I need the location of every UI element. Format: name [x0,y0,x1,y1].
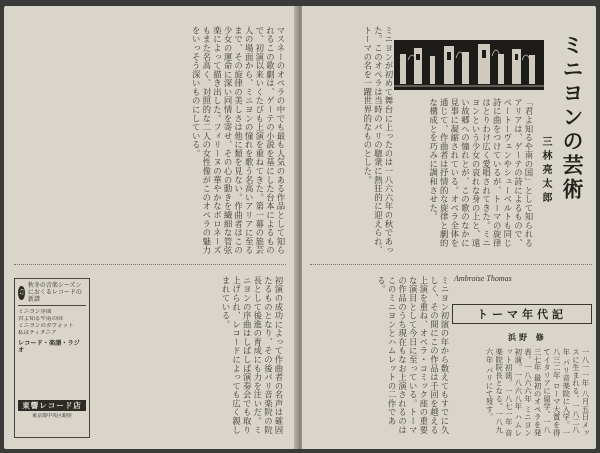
ad-store-name: 東響レコード店 [18,400,86,411]
chronology-text: 一八一一年 八月五日メッスに生まれる。一八二八年 パリ音楽院に入学。一八三二年 ローマ大賞を得てイタリアに留学。一八三七年 最初のオペラを発表。一八六六年 ミニヨン初演。一八六八年 ハムレット初演。一八七一年 音楽院院長となる。一八九六年 パリにて歿す。 [485,348,590,437]
music-note-icon: ♫ [18,286,25,300]
ad-record-item: ミニヨンのガヴォット [18,323,74,329]
left-page [4,6,298,449]
ad-label: レコード・楽譜・ラジオ [18,340,80,354]
article-title: ミニヨンの芸術 [560,34,585,202]
section-divider [310,264,592,265]
opera-stage-illustration [394,40,544,90]
right-page [302,6,596,449]
ad-footer [18,400,86,434]
ad-record-item: ミニヨン序曲 [18,309,52,315]
article-author: 三林亮太郎 [540,136,551,206]
chronology-title: トーマ年代記 [452,304,592,324]
left-article-text-top: マスネーのオペラの中でも最も人気のある作品として知られるこの歌劇は、ゲーテの小説を基にした台本によるもので、初演以来いくたびも上演を重ねてきた。第一幕の旅芸人の場面から、ミニヨンの憧れを歌う名高いアリアに至るまで、その旋律の美しさは他に類を見ない。作曲者はこの少女の運命に深い同情を寄せ、その心の動きを繊細な管弦楽によって描き出した。フィリーヌの華やかなポロネーズもまた名高く、対照的な二人の女性像がこのオペラの魅力をいっそう深いものにしている。 [191,26,286,255]
right-article-text-left: ミニヨンが初めて舞台に上ったのは一八六六年の秋であった。このオペラは当時のパリの聴衆に熱狂的に迎えられ、トーマの名を一躍世界的なものとした。 [362,26,394,255]
section-divider [14,264,286,265]
record-advertisement [14,278,90,438]
chronology-english-title: Ambroise Thomas [454,274,512,283]
ad-record-list [18,309,86,337]
left-article-text-bottom: 初演の成功によって作曲者の名声は確固たるものとなり、その後パリ音楽院の院長として後進の育成にも力を注いだ。ミニヨンの序曲はしばしば演奏会でも取り上げられ、レコードによっても広く親しまれている。 [221,276,284,435]
ad-header [18,282,86,306]
ad-address: 東京都中央区銀座 [31,413,72,419]
chronology-section [452,274,592,444]
ad-record-item: 私はティタニア [18,330,57,336]
right-article-text-bottom: ミニヨン初演の年から数えてもすでに久しく、その間にこの作品は千回を越える上演を重ね、オペラ・コミック座の重要な演目として今日に至っている。トーマの作品のうち現在もなお上演されるのはこのミニヨンとハムレットの二作である。 [376,276,450,435]
chronology-author: 浜野 修 [508,332,547,342]
right-article-text-main: 「君よ知るや南の国」として知られるアリアは、ゲーテの詩によるもので、ベートーヴェンやシューベルトも同じ詩に曲をつけているが、トーマの旋律はとりわけ広く愛唱されてきた。ミニヨンという少女の哀れな身の上と、遠い故郷への憧れとが、この歌のなかに見事に凝縮されている。オペラ全体を通じて、作曲者は抒情的な旋律と劇的な構成とを巧みに調和させた。 [428,98,534,248]
ad-heading: 秋冬の音楽シーズンにおくるレコードの新譜 [27,282,82,303]
ad-record-item: 君よ知るや南の国 [18,316,63,322]
